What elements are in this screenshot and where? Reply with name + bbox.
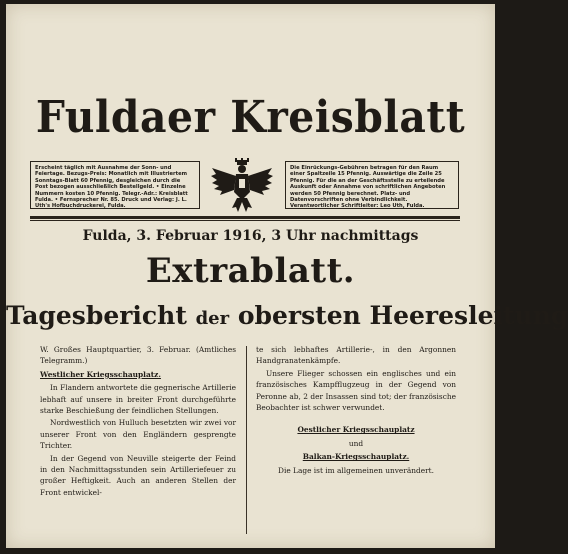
paragraph: te sich lebhaftes Artillerie-, in den Argonnen Handgranatenkämpfe. — [256, 345, 456, 366]
paragraph: In der Gegend von Neuville steigerte der Feind in den Nachmittagsstunden sein Artilleriefeuer zu großer Heftigkeit. Auch an anderen Stellen der Front entwickel- — [40, 453, 236, 497]
paragraph: In Flandern antwortete die gegnerische Artillerie lebhaft auf unsere in breiter Front durchgeführte starke Beschießung der feindlichen Stellungen. — [40, 383, 236, 416]
advertising-rates-box: Die Einrückungs-Gebühren betragen für den Raum einer Spaltzeile 15 Pfennig. Auswärtige die Zeile 25 Pfennig. Für die an der Geschäftsstelle zu erteilende Auskunft oder Annahme von schriftlichen Angeboten werden 50 Pfennig berechnet. Platz- und Datenvorschriften ohne Verbindlichkeit. Verantwortlicher Schriftleiter: Leo Uth, Fulda. — [285, 161, 459, 209]
header-rule-thin — [30, 220, 460, 221]
headline-part2: der — [195, 308, 230, 329]
masthead-title: Fuldaer Kreisblatt — [35, 92, 466, 143]
eagle-emblem-icon — [210, 158, 274, 214]
dateline: Fulda, 3. Februar 1916, 3 Uhr nachmittags — [82, 228, 419, 244]
paragraph: Unsere Flieger schossen ein englisches und ein französisches Kampfflugzeug in der Gegend von Peronne ab, 2 der Insassen sind tot; der französische Beobachter ist schwer verwundet. — [256, 368, 456, 413]
section-heading-west: Westlicher Kriegsschauplatz. — [40, 369, 161, 379]
left-column — [40, 344, 236, 539]
and-word: und — [348, 438, 364, 448]
headline-part1: Tagesbericht — [6, 301, 187, 330]
section-heading-east: Oestlicher Kriegsschauplatz — [297, 425, 415, 435]
newspaper-page — [6, 4, 568, 548]
right-column — [256, 344, 456, 539]
intro-paragraph: W. Großes Hauptquartier, 3. Februar. (Amtliches Telegramm.) — [40, 345, 236, 366]
extrablatt-title: Extrablatt. — [145, 251, 356, 291]
headline-part3: obersten Heeresleitung — [237, 301, 568, 330]
header-rule — [30, 216, 460, 219]
paragraph: Nordwestlich von Hulluch besetzten wir zwei vor unserer Front von den Engländern gesprengte Trichter. — [40, 418, 236, 451]
closing-line: Die Lage ist im allgemeinen unverändert. — [278, 465, 434, 475]
headline — [6, 301, 568, 330]
section-heading-balkan: Balkan-Kriegsschauplatz. — [302, 452, 410, 462]
column-divider — [246, 346, 247, 534]
subscription-info-box: Erscheint täglich mit Ausnahme der Sonn- und Feiertage. Bezugs-Preis: Monatlich mit Illustriertem Sonntags-Blatt 60 Pfennig, desgleichen durch die Post bezogen ausschließlich Bestellgeld. • Einzelne Nummern kosten 10 Pfennig. Telegr.-Adr.: Kreisblatt Fulda. • Fernsprecher Nr. 85. Druck und Verlag: J. L. Uth's Hofbuchdruckerei, Fulda. — [30, 161, 200, 209]
